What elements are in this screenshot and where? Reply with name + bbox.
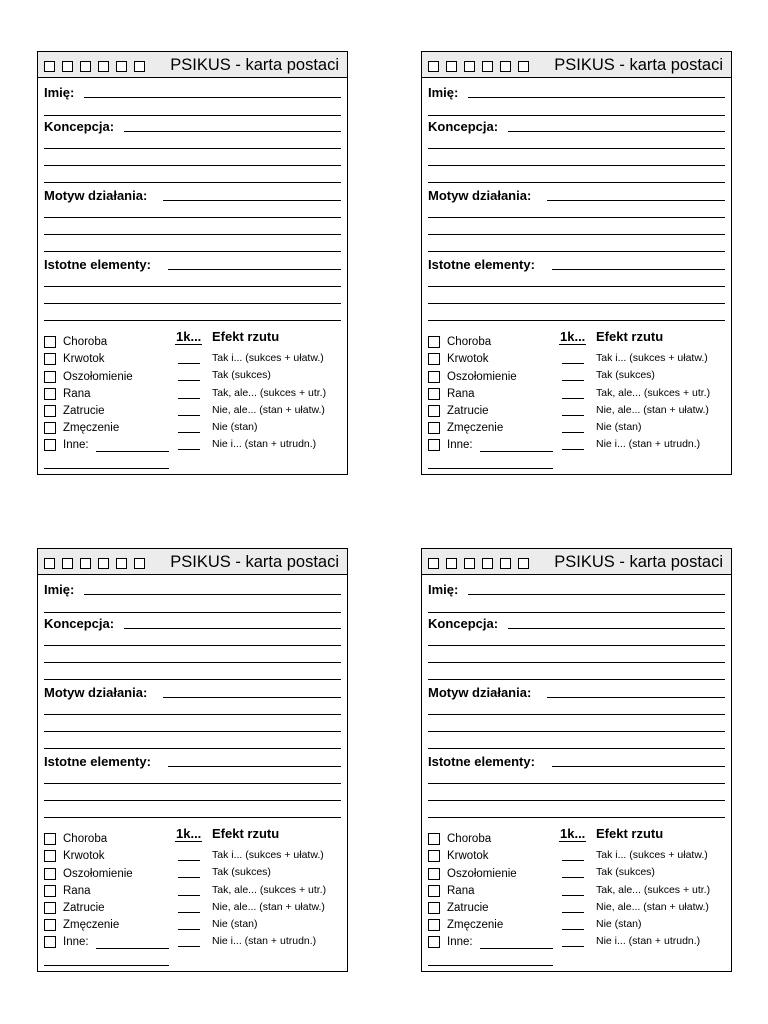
roll-result-blank[interactable] [562,398,584,399]
condition-label: Zatrucie [63,405,105,417]
condition-label: Krwotok [447,353,489,365]
condition-label: Rana [447,885,475,897]
condition-label: Inne: [447,439,473,451]
condition-checkbox[interactable] [428,902,440,914]
roll-effect-label: Efekt rzutu [596,329,664,344]
concept-line[interactable] [428,679,725,680]
condition-label: Krwotok [447,850,489,862]
header-checkbox[interactable] [44,558,55,569]
header-checkbox[interactable] [500,558,511,569]
roll-result-label: Tak (sukces) [596,866,655,878]
roll-effect-label: Efekt rzutu [212,329,280,344]
other-condition-line[interactable] [480,451,553,452]
concept-label: Koncepcja: [428,616,499,631]
roll-result-blank[interactable] [178,449,200,450]
condition-label: Inne: [447,936,473,948]
motive-line[interactable] [428,748,725,749]
roll-result-blank[interactable] [562,415,584,416]
condition-label: Zmęczenie [447,422,504,434]
elements-line[interactable] [168,766,341,767]
die-label: 1k... [176,826,202,841]
header-checkbox[interactable] [482,61,493,72]
condition-checkbox[interactable] [44,388,56,400]
header-checkbox[interactable] [518,61,529,72]
roll-result-blank[interactable] [178,380,200,381]
name-line[interactable] [468,594,725,595]
condition-label: Choroba [63,336,108,348]
motive-line[interactable] [547,697,725,698]
die-label: 1k... [176,329,202,344]
elements-line[interactable] [44,783,341,784]
name-label: Imię: [44,85,75,100]
concept-line[interactable] [44,645,341,646]
roll-result-label: Tak i... (sukces + ułatw.) [596,849,708,861]
name-line[interactable] [428,612,725,613]
roll-result-label: Nie, ale... (stan + ułatw.) [212,901,325,913]
roll-result-label: Tak i... (sukces + ułatw.) [212,849,324,861]
roll-result-label: Tak, ale... (sukces + utr.) [596,884,711,896]
card-header [422,549,731,575]
concept-line[interactable] [44,679,341,680]
condition-label: Zmęczenie [63,422,120,434]
condition-checkbox[interactable] [428,405,440,417]
roll-result-label: Nie i... (stan + utrudn.) [596,935,701,947]
roll-result-label: Tak i... (sukces + ułatw.) [596,352,708,364]
elements-line[interactable] [428,320,725,321]
die-line[interactable] [559,344,586,345]
roll-result-blank[interactable] [562,912,584,913]
motive-label: Motyw działania: [44,685,148,700]
header-checkbox[interactable] [446,61,457,72]
roll-result-label: Tak, ale... (sukces + utr.) [596,387,711,399]
condition-label: Zmęczenie [63,919,120,931]
condition-checkbox[interactable] [428,388,440,400]
roll-effect-label: Efekt rzutu [212,826,280,841]
elements-line[interactable] [552,269,725,270]
roll-result-blank[interactable] [562,860,584,861]
condition-label: Krwotok [63,850,105,862]
condition-checkbox[interactable] [44,919,56,931]
elements-line[interactable] [428,817,725,818]
motive-line[interactable] [428,234,725,235]
character-card-bottom-left [37,548,348,972]
header-checkbox[interactable] [446,558,457,569]
condition-label: Oszołomienie [63,868,133,880]
roll-result-blank[interactable] [178,860,200,861]
condition-checkbox[interactable] [44,336,56,348]
roll-result-blank[interactable] [562,929,584,930]
condition-label: Zatrucie [447,902,489,914]
condition-checkbox[interactable] [428,868,440,880]
concept-line[interactable] [44,148,341,149]
roll-effect-label: Efekt rzutu [596,826,664,841]
elements-label: Istotne elementy: [428,257,535,272]
card-title: PSIKUS - karta postaci [170,56,339,74]
condition-label: Rana [447,388,475,400]
concept-line[interactable] [508,628,725,629]
character-card-top-right [421,51,732,475]
condition-checkbox[interactable] [44,405,56,417]
motive-line[interactable] [428,714,725,715]
card-header [422,52,731,78]
roll-result-blank[interactable] [562,449,584,450]
elements-line[interactable] [44,303,341,304]
concept-line[interactable] [428,182,725,183]
roll-result-label: Nie (stan) [596,918,642,930]
elements-line[interactable] [428,286,725,287]
die-line[interactable] [175,841,202,842]
roll-result-label: Nie i... (stan + utrudn.) [596,438,701,450]
elements-line[interactable] [428,800,725,801]
card-header [38,549,347,575]
roll-result-blank[interactable] [178,946,200,947]
condition-label: Oszołomienie [447,371,517,383]
condition-checkbox[interactable] [44,850,56,862]
roll-result-label: Nie (stan) [212,918,258,930]
other-condition-line[interactable] [44,468,169,469]
elements-label: Istotne elementy: [44,754,151,769]
motive-line[interactable] [44,731,341,732]
concept-line[interactable] [124,628,341,629]
motive-label: Motyw działania: [428,685,532,700]
condition-checkbox[interactable] [428,833,440,845]
card-title: PSIKUS - karta postaci [554,56,723,74]
concept-label: Koncepcja: [44,119,115,134]
header-checkbox[interactable] [98,558,109,569]
elements-label: Istotne elementy: [44,257,151,272]
roll-result-label: Tak (sukces) [212,369,271,381]
motive-line[interactable] [44,217,341,218]
other-condition-line[interactable] [428,468,553,469]
roll-result-label: Nie, ale... (stan + ułatw.) [212,404,325,416]
motive-line[interactable] [163,697,341,698]
header-checkbox[interactable] [98,61,109,72]
concept-line[interactable] [44,165,341,166]
card-header [38,52,347,78]
die-label: 1k... [560,826,586,841]
condition-checkbox[interactable] [428,936,440,948]
elements-line[interactable] [428,783,725,784]
concept-label: Koncepcja: [44,616,115,631]
roll-result-blank[interactable] [178,432,200,433]
roll-result-label: Nie (stan) [596,421,642,433]
roll-result-blank[interactable] [178,877,200,878]
condition-label: Oszołomienie [447,868,517,880]
roll-result-blank[interactable] [178,929,200,930]
roll-result-blank[interactable] [562,895,584,896]
die-line[interactable] [559,841,586,842]
header-checkbox[interactable] [62,61,73,72]
other-condition-line[interactable] [44,965,169,966]
elements-line[interactable] [552,766,725,767]
roll-result-label: Tak, ale... (sukces + utr.) [212,387,327,399]
roll-result-label: Nie, ale... (stan + ułatw.) [596,901,709,913]
condition-checkbox[interactable] [428,439,440,451]
other-condition-line[interactable] [480,948,553,949]
elements-line[interactable] [44,320,341,321]
header-checkbox[interactable] [464,61,475,72]
condition-checkbox[interactable] [44,885,56,897]
header-checkbox[interactable] [44,61,55,72]
condition-label: Choroba [447,336,492,348]
concept-line[interactable] [508,131,725,132]
header-checkbox[interactable] [518,558,529,569]
roll-result-blank[interactable] [178,415,200,416]
roll-result-label: Nie i... (stan + utrudn.) [212,438,317,450]
roll-result-label: Nie (stan) [212,421,258,433]
other-condition-line[interactable] [96,451,169,452]
name-label: Imię: [428,85,459,100]
header-checkbox[interactable] [116,558,127,569]
roll-result-label: Nie i... (stan + utrudn.) [212,935,317,947]
name-line[interactable] [428,115,725,116]
roll-result-blank[interactable] [178,895,200,896]
die-label: 1k... [560,329,586,344]
concept-line[interactable] [124,131,341,132]
name-label: Imię: [428,582,459,597]
header-checkbox[interactable] [428,61,439,72]
condition-label: Krwotok [63,353,105,365]
condition-checkbox[interactable] [428,336,440,348]
condition-label: Zmęczenie [447,919,504,931]
roll-result-label: Nie, ale... (stan + ułatw.) [596,404,709,416]
condition-label: Oszołomienie [63,371,133,383]
condition-checkbox[interactable] [428,885,440,897]
concept-line[interactable] [428,662,725,663]
motive-line[interactable] [44,234,341,235]
condition-label: Inne: [63,936,89,948]
roll-result-blank[interactable] [178,363,200,364]
condition-checkbox[interactable] [44,422,56,434]
roll-result-blank[interactable] [562,380,584,381]
condition-checkbox[interactable] [44,868,56,880]
header-checkbox[interactable] [482,558,493,569]
roll-result-blank[interactable] [562,946,584,947]
condition-checkbox[interactable] [428,353,440,365]
header-checkbox[interactable] [428,558,439,569]
concept-line[interactable] [44,662,341,663]
roll-result-blank[interactable] [562,363,584,364]
elements-line[interactable] [44,800,341,801]
condition-label: Choroba [63,833,108,845]
elements-label: Istotne elementy: [428,754,535,769]
elements-line[interactable] [168,269,341,270]
condition-label: Rana [63,885,91,897]
condition-checkbox[interactable] [44,439,56,451]
motive-line[interactable] [44,748,341,749]
character-card-bottom-right [421,548,732,972]
condition-checkbox[interactable] [428,919,440,931]
header-checkbox[interactable] [80,61,91,72]
concept-line[interactable] [428,148,725,149]
condition-label: Inne: [63,439,89,451]
concept-line[interactable] [428,645,725,646]
motive-line[interactable] [44,714,341,715]
roll-result-label: Tak, ale... (sukces + utr.) [212,884,327,896]
name-line[interactable] [44,115,341,116]
concept-line[interactable] [428,165,725,166]
elements-line[interactable] [428,303,725,304]
motive-line[interactable] [44,251,341,252]
roll-result-label: Tak i... (sukces + ułatw.) [212,352,324,364]
condition-checkbox[interactable] [44,902,56,914]
name-line[interactable] [84,594,341,595]
condition-label: Zatrucie [447,405,489,417]
other-condition-line[interactable] [428,965,553,966]
header-checkbox[interactable] [134,558,145,569]
condition-checkbox[interactable] [428,371,440,383]
condition-label: Choroba [447,833,492,845]
motive-label: Motyw działania: [44,188,148,203]
condition-checkbox[interactable] [44,936,56,948]
condition-checkbox[interactable] [44,371,56,383]
die-line[interactable] [175,344,202,345]
motive-line[interactable] [163,200,341,201]
condition-label: Rana [63,388,91,400]
condition-checkbox[interactable] [428,422,440,434]
condition-checkbox[interactable] [44,833,56,845]
header-checkbox[interactable] [116,61,127,72]
card-title: PSIKUS - karta postaci [170,553,339,571]
header-checkbox[interactable] [62,558,73,569]
character-card-top-left [37,51,348,475]
roll-result-blank[interactable] [178,398,200,399]
roll-result-label: Tak (sukces) [212,866,271,878]
motive-label: Motyw działania: [428,188,532,203]
name-line[interactable] [84,97,341,98]
card-title: PSIKUS - karta postaci [554,553,723,571]
name-line[interactable] [468,97,725,98]
elements-line[interactable] [44,817,341,818]
header-checkbox[interactable] [500,61,511,72]
header-checkbox[interactable] [134,61,145,72]
condition-checkbox[interactable] [428,850,440,862]
roll-result-blank[interactable] [562,432,584,433]
elements-line[interactable] [44,286,341,287]
name-line[interactable] [44,612,341,613]
motive-line[interactable] [547,200,725,201]
concept-label: Koncepcja: [428,119,499,134]
other-condition-line[interactable] [96,948,169,949]
roll-result-blank[interactable] [562,877,584,878]
header-checkbox[interactable] [464,558,475,569]
motive-line[interactable] [428,217,725,218]
name-label: Imię: [44,582,75,597]
concept-line[interactable] [44,182,341,183]
roll-result-label: Tak (sukces) [596,369,655,381]
condition-label: Zatrucie [63,902,105,914]
header-checkbox[interactable] [80,558,91,569]
roll-result-blank[interactable] [178,912,200,913]
motive-line[interactable] [428,251,725,252]
motive-line[interactable] [428,731,725,732]
condition-checkbox[interactable] [44,353,56,365]
